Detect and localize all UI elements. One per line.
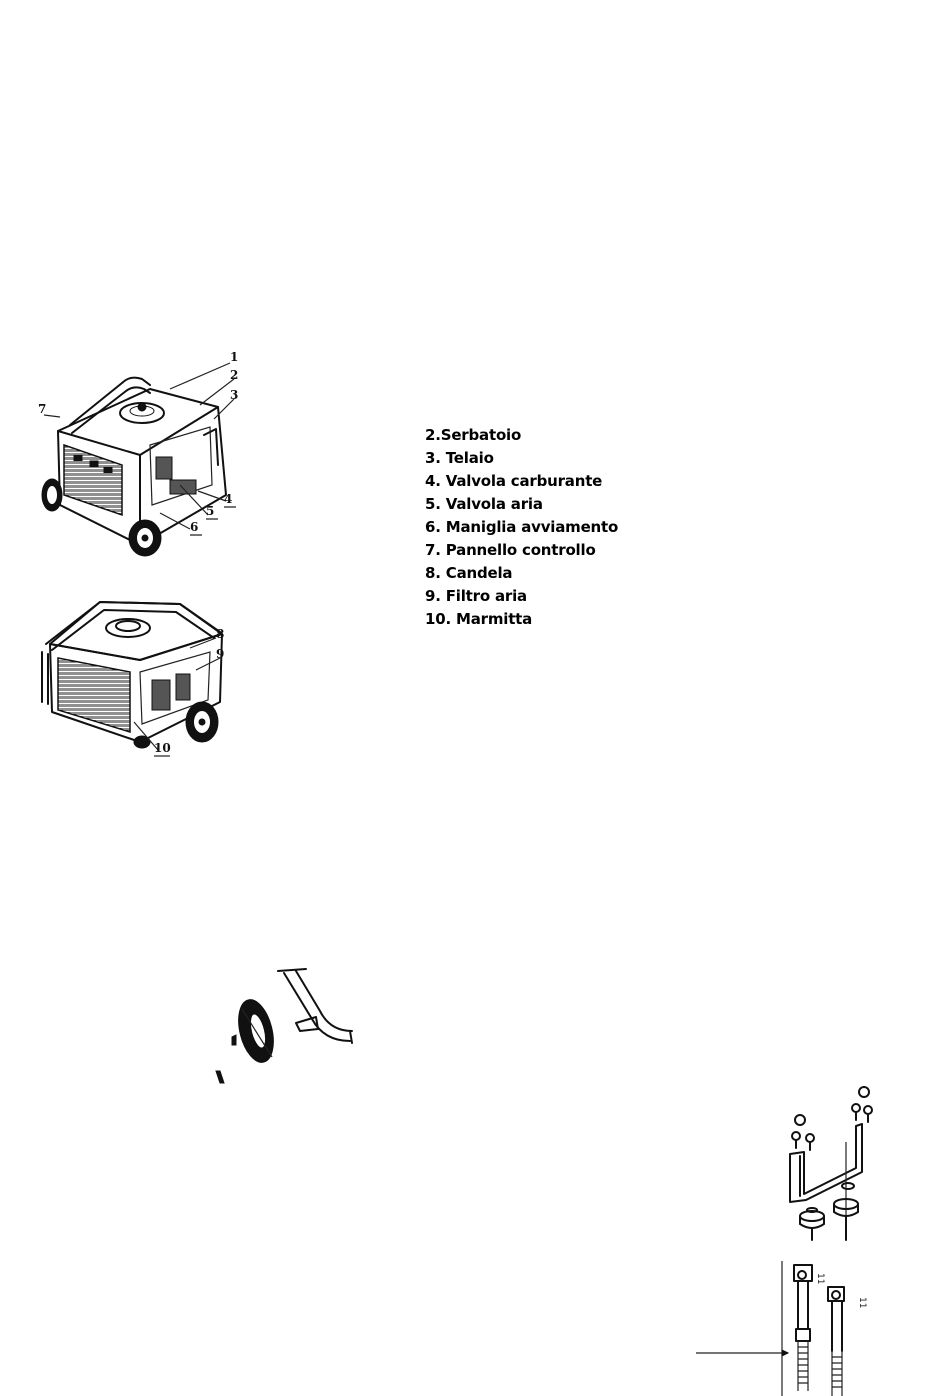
callout-9: 9 [216,647,225,661]
stand-label-2: 11 [857,1297,867,1309]
callout-4: 4 [224,492,233,506]
parts-legend-item: 10. Marmitta [425,610,533,628]
callout-7: 7 [38,402,47,416]
parts-legend-item: 8. Candela [425,564,513,582]
parts-legend-item: 7. Pannello controllo [425,541,596,559]
callout-1: 1 [230,350,239,364]
generator-rear-illustration [30,592,250,767]
parts-legend [425,424,618,631]
parts-legend-item: 5. Valvola aria [425,495,543,513]
parts-legend-item: 2.Serbatoio [425,426,522,444]
parts-legend-item: 9. Filtro aria [425,587,527,605]
parts-legend-item: 3. Telaio [425,449,494,467]
vibration-mount-illustration [770,1082,900,1247]
callout-5: 5 [206,504,215,518]
callout-8: 8 [216,627,225,641]
callout-2: 2 [230,368,239,382]
callout-3: 3 [230,388,239,402]
callout-6: 6 [190,520,199,534]
stand-label-1: 11 [815,1273,825,1285]
generator-front-illustration [30,345,250,565]
stand-legs-illustration [690,1255,890,1396]
wheel-assembly-illustration [212,965,362,1090]
parts-legend-item: 6. Maniglia avviamento [425,518,619,536]
callout-10: 10 [154,741,171,755]
parts-legend-item: 4. Valvola carburante [425,472,603,490]
